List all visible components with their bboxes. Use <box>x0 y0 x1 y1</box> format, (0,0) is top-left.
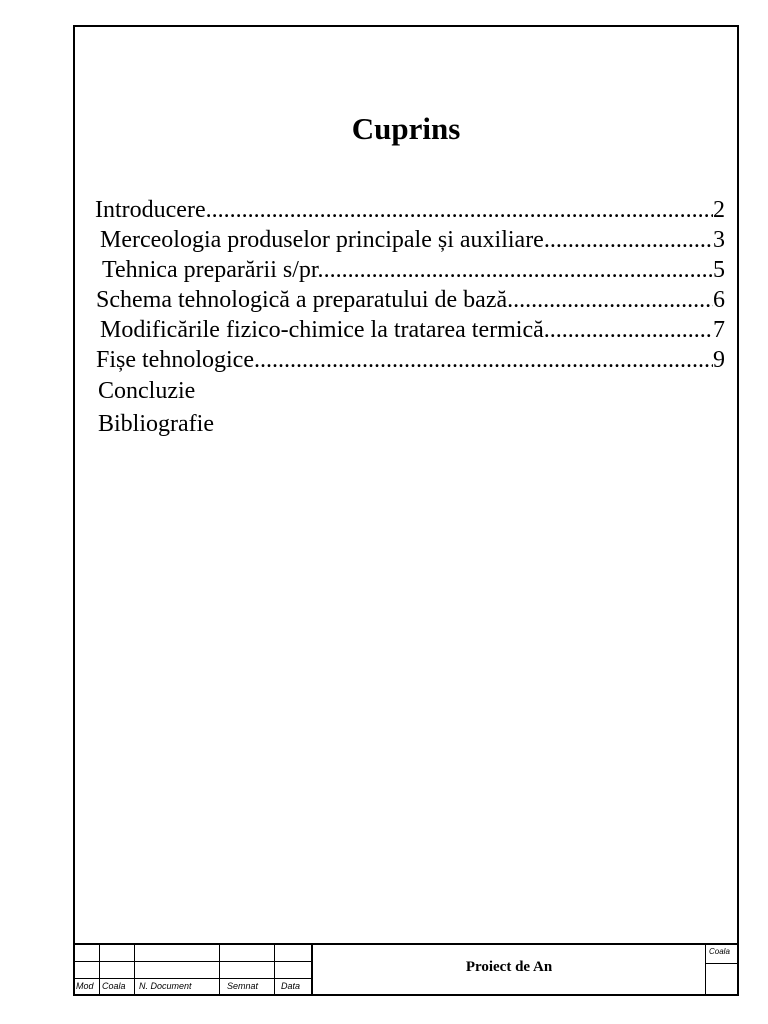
toc-item-page: 9 <box>713 347 725 373</box>
toc-item-fise <box>96 344 725 376</box>
title-block <box>75 943 737 994</box>
grid-line <box>274 945 275 994</box>
toc-item-label: Merceologia produselor principale și auxiliare <box>100 227 544 253</box>
grid-line <box>75 961 311 962</box>
toc-leader-dots <box>507 284 713 316</box>
toc-item-label: Bibliografie <box>98 411 214 437</box>
toc-item-tehnica <box>102 254 725 286</box>
toc-item-page: 2 <box>713 197 725 223</box>
toc-item-label: Introducere <box>95 197 206 223</box>
header-mod: Mod <box>76 981 94 991</box>
page-frame <box>73 25 739 996</box>
grid-line <box>705 945 706 994</box>
toc-item-page: 7 <box>713 317 725 343</box>
toc-item-bibliografie <box>98 408 398 440</box>
toc-leader-dots <box>324 254 713 286</box>
toc-item-label: Tehnica preparării s/pr. <box>102 257 324 283</box>
toc-item-modificarile <box>100 314 725 346</box>
grid-line <box>134 945 135 994</box>
toc-item-introducere <box>95 194 725 226</box>
header-semnat: Semnat <box>227 981 259 991</box>
grid-line <box>75 978 311 979</box>
toc-item-label: Concluzie <box>98 378 196 404</box>
toc-leader-dots <box>544 314 713 346</box>
toc-item-schema <box>96 284 725 316</box>
header-n-document: N. Document <box>139 981 192 991</box>
toc-leader-dots <box>254 344 713 376</box>
toc-item-page: 3 <box>713 227 725 253</box>
toc-item-label: Fișe tehnologice <box>96 347 254 373</box>
toc-item-concluzie <box>98 375 398 407</box>
toc-leader-dots <box>544 224 713 256</box>
header-data: Data <box>281 981 301 991</box>
toc-item-label: Schema tehnologică a preparatului de bază <box>96 287 508 313</box>
grid-line <box>219 945 220 994</box>
toc-item-merceologia <box>100 224 725 256</box>
toc-item-label: Modificările fizico-chimice la tratarea termică <box>100 317 544 343</box>
grid-line <box>99 945 100 994</box>
grid-line <box>705 963 737 964</box>
sheet-label: Coala <box>709 947 730 956</box>
page-title: Cuprins <box>351 111 461 146</box>
toc-leader-dots <box>206 194 713 226</box>
toc-item-page: 5 <box>713 257 725 283</box>
header-coala: Coala <box>102 981 126 991</box>
toc-item-page: 6 <box>713 287 725 313</box>
project-title: Proiect de An <box>465 959 553 975</box>
